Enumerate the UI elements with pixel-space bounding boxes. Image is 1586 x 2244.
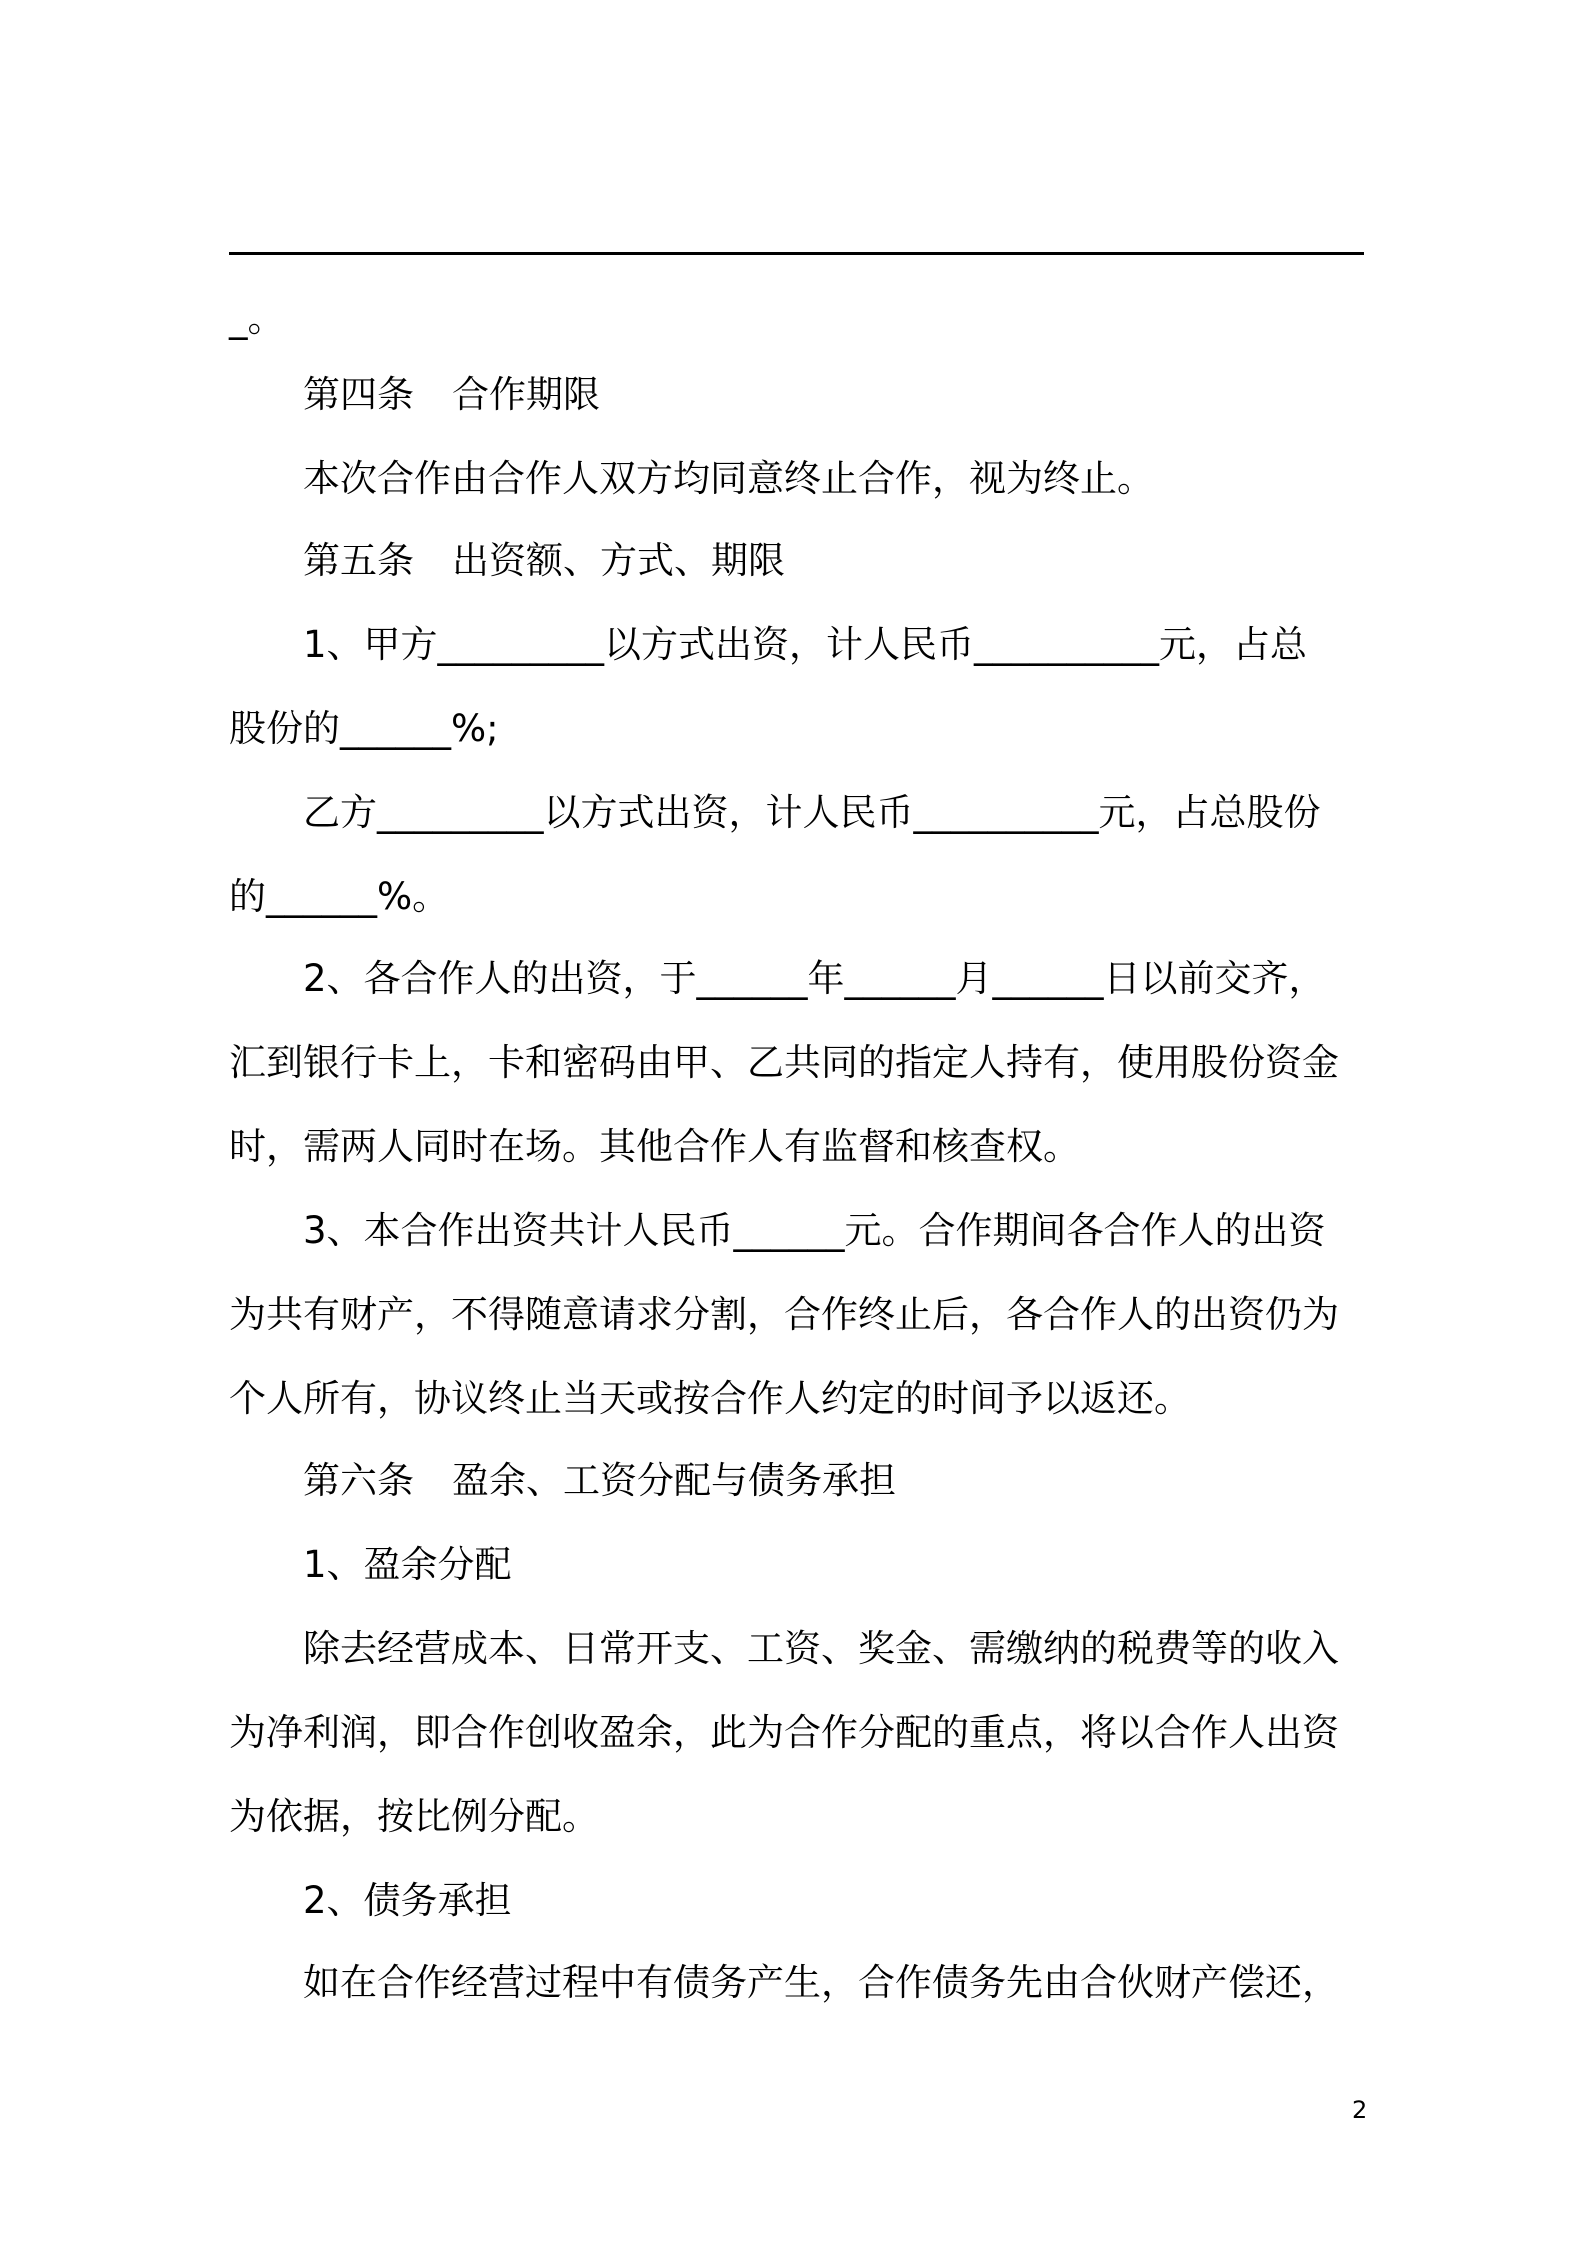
section-1-line-2: 为净利润，即合作创收盈余，此为合作分配的重点，将以合作人出资 [229,1711,1339,1754]
page-number: 2 [1352,2096,1368,2124]
clause-3-line-3: 个人所有，协议终止当天或按合作人约定的时间予以返还。 [229,1377,1191,1420]
article-4-body: 本次合作由合作人双方均同意终止合作，视为终止。 [303,457,1154,500]
section-2-line-1: 如在合作经营过程中有债务产生，合作债务先由合伙财产偿还， [303,1961,1339,2004]
clause-3-line-2: 为共有财产，不得随意请求分割，合作终止后，各合作人的出资仍为 [229,1293,1339,1336]
article-4-number: 第四条 [303,373,414,416]
clause-2-line-3: 时，需两人同时在场。其他合作人有监督和核查权。 [229,1125,1080,1168]
section-1-line-3: 为依据，按比例分配。 [229,1795,599,1838]
clause-2-line-2: 汇到银行卡上，卡和密码由甲、乙共同的指定人持有，使用股份资金 [229,1041,1339,1084]
article-5-number: 第五条 [303,539,414,582]
section-1-line-1: 除去经营成本、日常开支、工资、奖金、需缴纳的税费等的收入 [303,1627,1339,1670]
article-4-heading [303,371,600,419]
clause-3-line-1: 3、本合作出资共计人民币______元。合作期间各合作人的出资 [303,1209,1326,1252]
clause-1-line-2: 股份的______%; [229,707,499,750]
underline-tail: _。 [229,297,285,340]
article-6-title: 盈余、工资分配与债务承担 [452,1459,896,1502]
article-6-number: 第六条 [303,1459,414,1502]
article-5-heading [303,537,785,585]
clause-1b-line-2: 的______%。 [229,875,450,918]
article-4-title: 合作期限 [452,373,600,416]
article-5-title: 出资额、方式、期限 [452,539,785,582]
underline-rule [229,252,1364,255]
clause-1-line-1: 1、甲方_________以方式出资，计人民币__________元，占总 [303,623,1308,666]
clause-2-line-1: 2、各合作人的出资，于______年______月______日以前交齐， [303,957,1326,1000]
clause-1b-line-1: 乙方_________以方式出资，计人民币__________元，占总股份 [303,791,1321,834]
section-2-title: 2、债务承担 [303,1879,512,1922]
section-1-title: 1、盈余分配 [303,1543,512,1586]
article-6-heading [303,1457,896,1505]
